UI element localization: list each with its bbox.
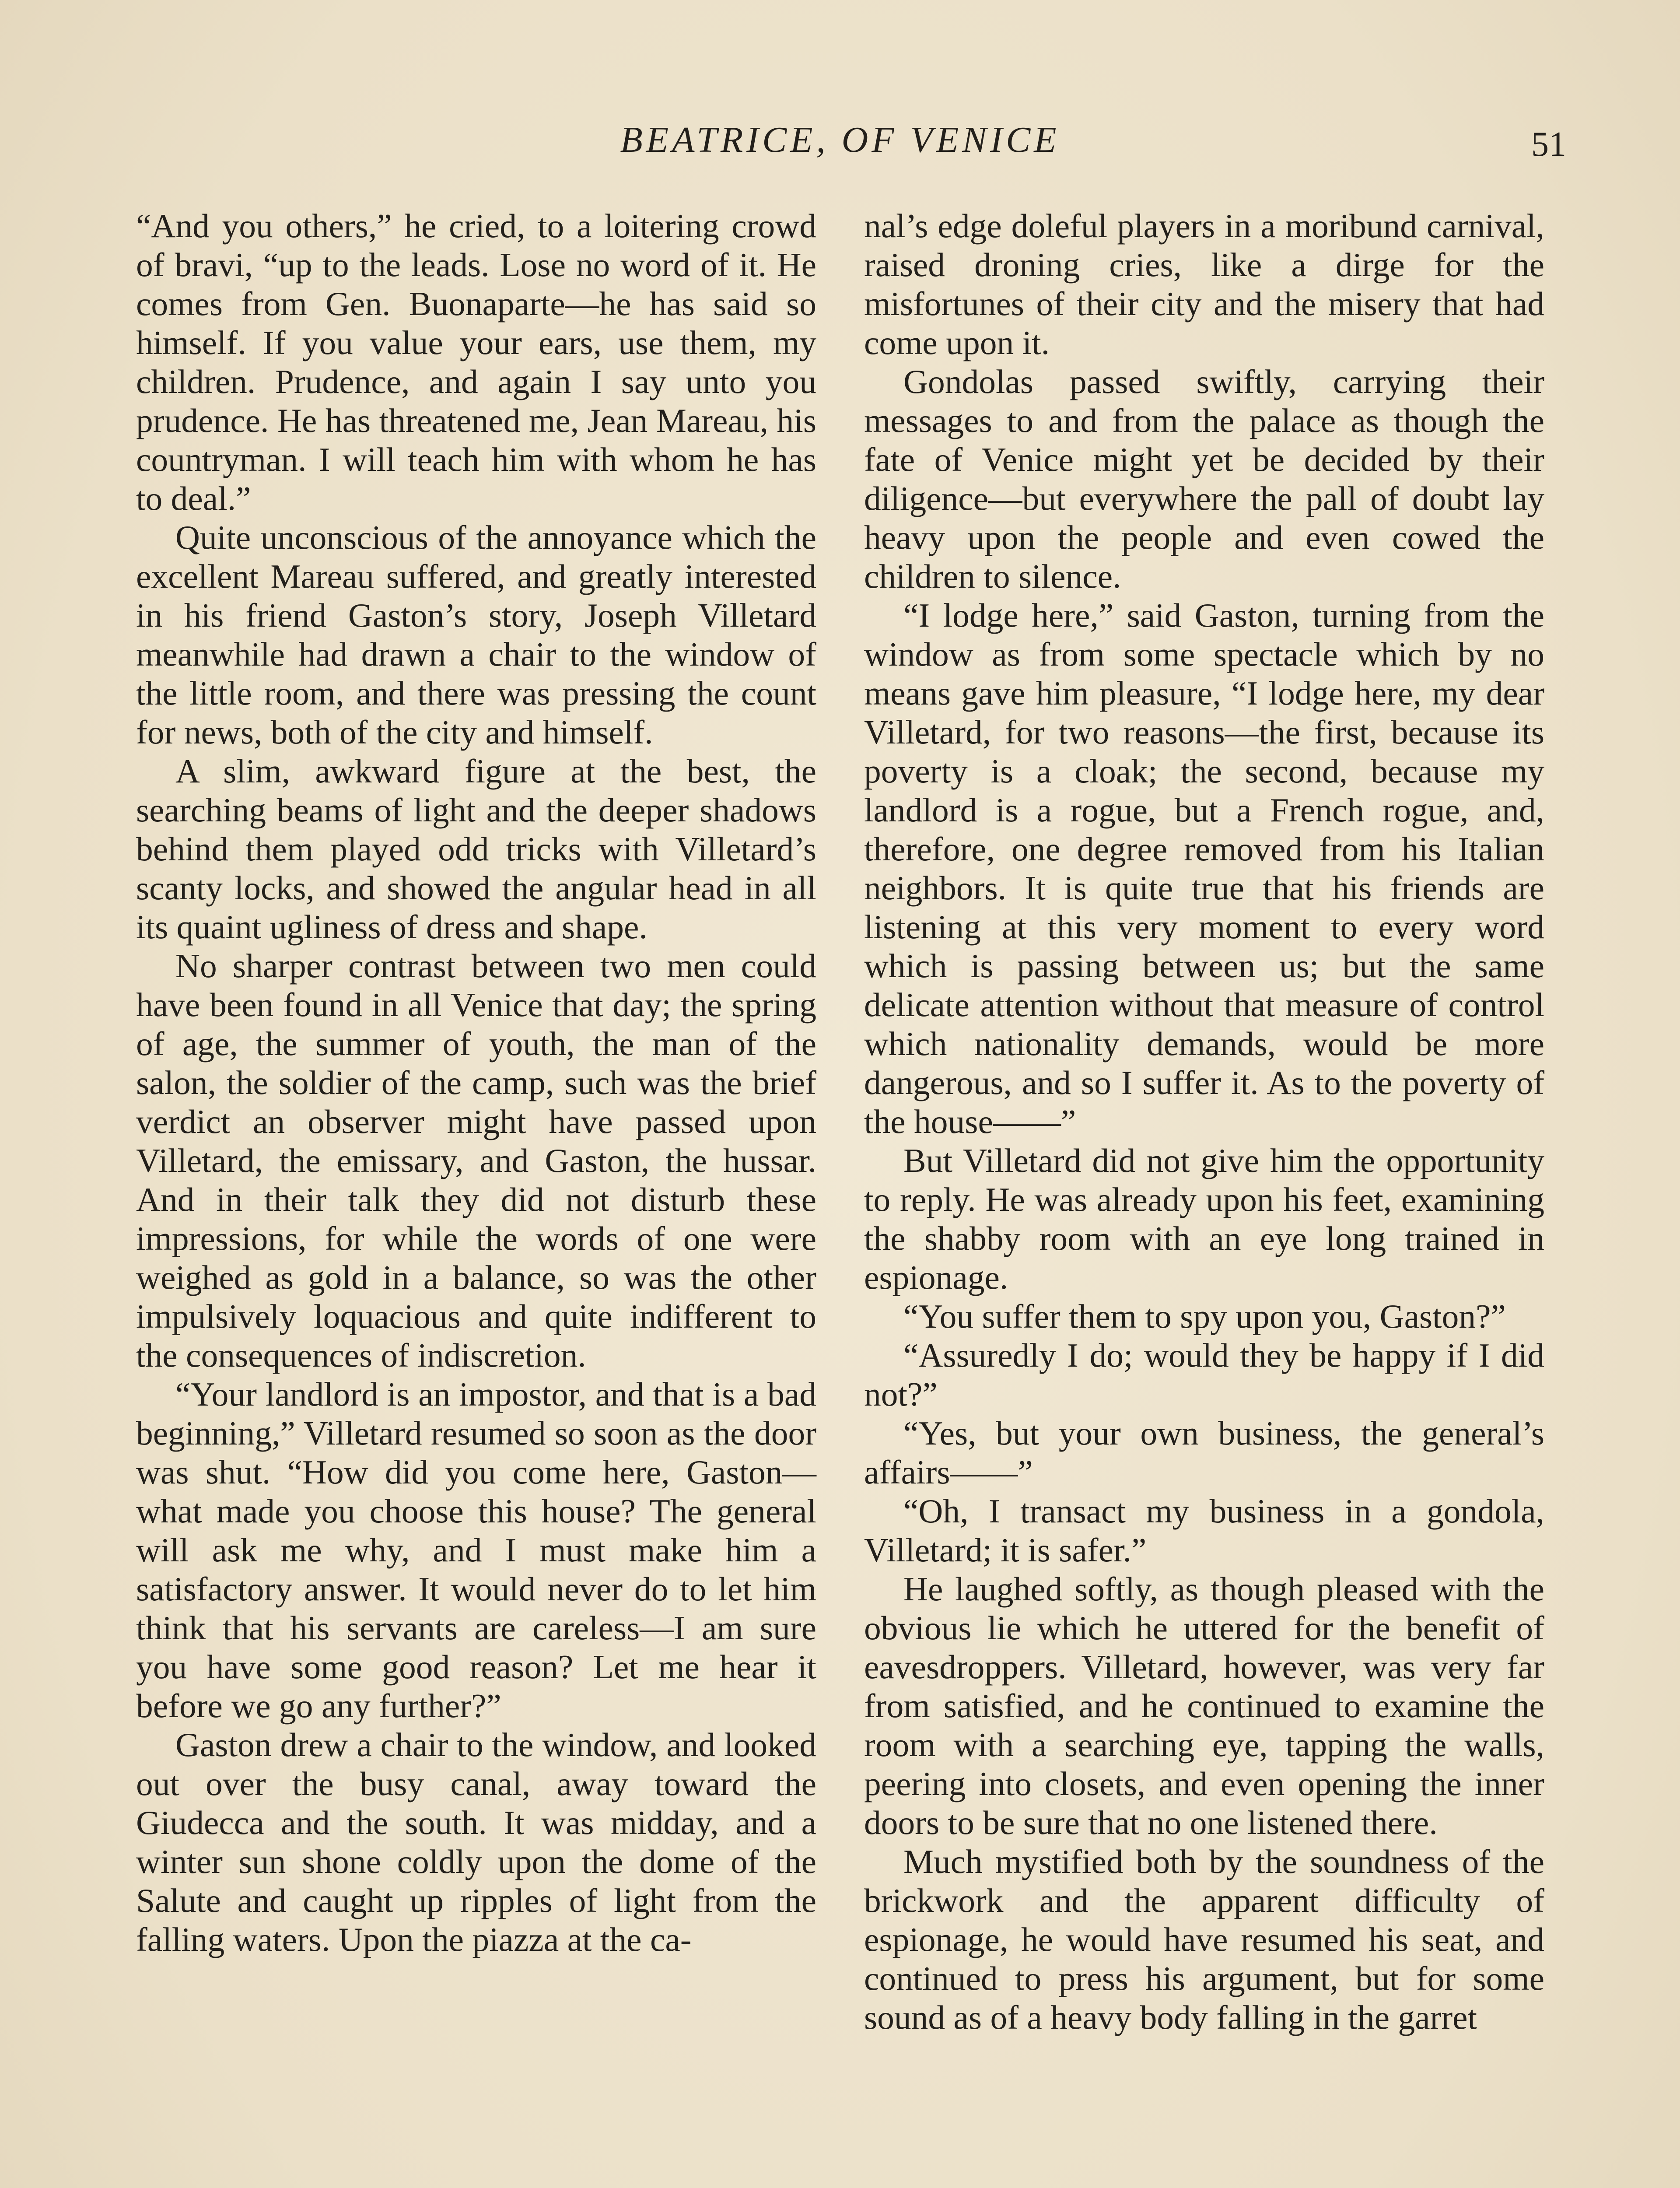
paragraph: A slim, awkward figure at the best, the searching beams of light and the deeper shadows behind them played odd tricks with Villetard’s scanty locks, and showed the angular head in all its quaint ugliness of dress and shape. — [136, 752, 816, 946]
paragraph: “I lodge here,” said Gaston, turning from the window as from some spectacle which by no means gave him pleasure, “I lodge here, my dear Villetard, for two reasons—the first, because its poverty is a cloak; the second, because my landlord is a rogue, but a French rogue, and, therefore, one degree removed from his Italian neighbors. It is quite true that his friends are listening at this very moment to every word which is passing between us; but the same delicate attention without that measure of control which nationality demands, would be more dangerous, and so I suffer it. As to the poverty of the house——” — [864, 596, 1544, 1140]
paragraph: Gondolas passed swiftly, carrying their messages to and from the palace as though the fate of Venice might yet be decided by their diligence—but everywhere the pall of doubt lay heavy upon the people and even cowed the children to silence. — [864, 363, 1544, 595]
paragraph: “You suffer them to spy upon you, Gaston?” — [903, 1297, 1506, 1335]
right-column — [864, 207, 1544, 2037]
paragraph: No sharper contrast between two men could have been found in all Venice that day; the spring of age, the summer of youth, the man of the salon, the soldier of the camp, such was the brief verdict an observer might have passed upon Villetard, the emissary, and Gaston, the hussar. And in their talk they did not disturb these impressions, for while the words of one were weighed as gold in a balance, so was the other impulsively loquacious and quite indifferent to the consequences of indiscretion. — [136, 947, 816, 1374]
paragraph: Much mystified both by the soundness of the brickwork and the apparent difficulty of espionage, he would have resumed his seat, and continued to press his argument, but for some sound as of a heavy body falling in the garret — [864, 1843, 1544, 2036]
paragraph: Gaston drew a chair to the window, and looked out over the busy canal, away toward the Giudecca and the south. It was midday, and a winter sun shone coldly upon the dome of the Salute and caught up ripples of light from the falling waters. Upon the piazza at the ca- — [136, 1726, 816, 1958]
paragraph: “And you others,” he cried, to a loitering crowd of bravi, “up to the leads. Lose no word of it. He comes from Gen. Buonaparte—he has said so himself. If you value your ears, use them, my children. Prudence, and again I say unto you prudence. He has threatened me, Jean Mareau, his countryman. I will teach him with whom he has to deal.” — [136, 207, 816, 517]
paragraph: But Villetard did not give him the opportunity to reply. He was already upon his feet, examining the shabby room with an eye long trained in espionage. — [864, 1142, 1544, 1296]
paragraph: “Your landlord is an impostor, and that is a bad beginning,” Villetard resumed so soon as the door was shut. “How did you come here, Gaston—what made you choose this house? The general will ask me why, and I must make him a satisfactory answer. It would never do to let him think that his servants are careless—I am sure you have some good reason? Let me hear it before we go any further?” — [136, 1375, 816, 1725]
paragraph: nal’s edge doleful players in a moribund carnival, raised droning cries, like a dirge for the misfortunes of their city and the misery that had come upon it. — [864, 207, 1544, 361]
paragraph: “Yes, but your own business, the general’s affairs——” — [864, 1414, 1544, 1491]
left-column — [136, 207, 816, 1959]
paragraph: “Assuredly I do; would they be happy if I did not?” — [864, 1336, 1544, 1413]
page-number: 51 — [1531, 125, 1566, 164]
paragraph: He laughed softly, as though pleased with the obvious lie which he uttered for the benefit of eavesdroppers. Villetard, however, was very far from satisfied, and he continued to examine the room with a searching eye, tapping the walls, peering into closets, and even opening the inner doors to be sure that no one listened there. — [864, 1570, 1544, 1841]
paragraph: Quite unconscious of the annoyance which the excellent Mareau suffered, and greatly interested in his friend Gaston’s story, Joseph Villetard meanwhile had drawn a chair to the window of the little room, and there was pressing the count for news, both of the city and himself. — [136, 519, 816, 751]
running-title: BEATRICE, OF VENICE — [620, 119, 1060, 160]
paragraph: “Oh, I transact my business in a gondola, Villetard; it is safer.” — [864, 1492, 1544, 1569]
